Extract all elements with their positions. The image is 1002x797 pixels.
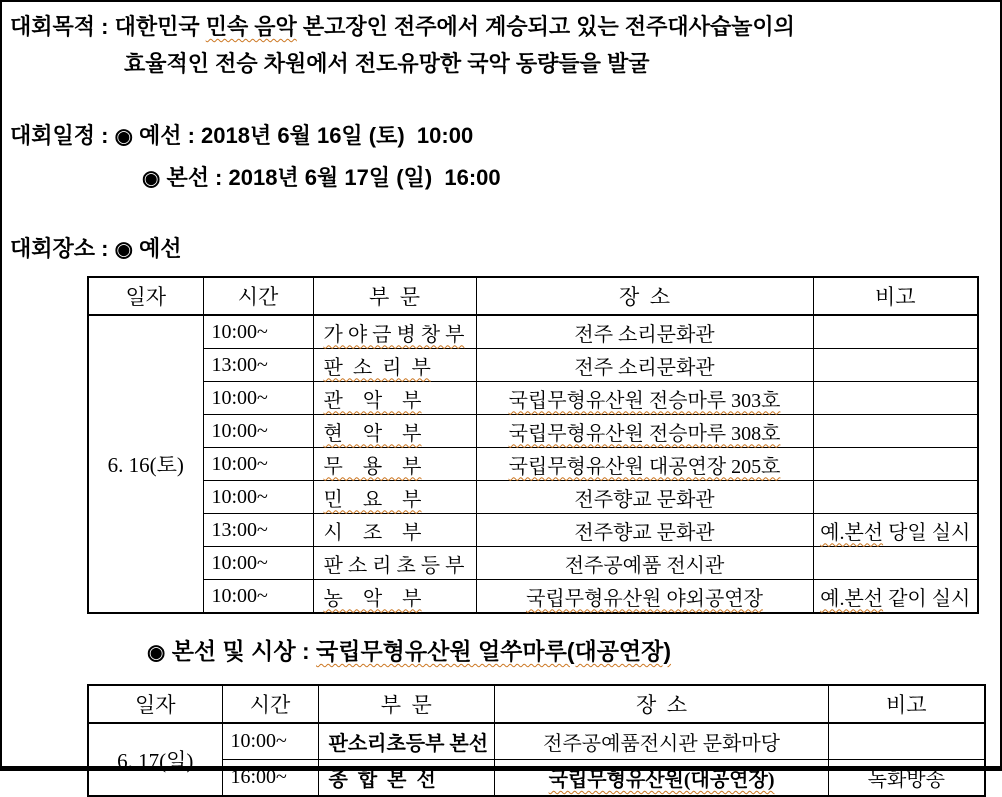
col-header-category: 부 문: [313, 277, 476, 315]
place-cell: 전주 소리문화관: [476, 349, 813, 382]
table-header-row: [88, 685, 985, 723]
time-cell: 10:00~: [203, 448, 313, 481]
note-cell: 녹화방송: [829, 760, 985, 797]
category-cell: 무 용 부: [323, 455, 422, 478]
place-cell: 전주 소리문화관: [476, 315, 813, 349]
time-cell: 10:00~: [203, 481, 313, 514]
time-cell: 13:00~: [203, 349, 313, 382]
date-cell: 6. 17(일): [88, 723, 222, 796]
purpose-label: 대회목적 :: [10, 14, 115, 39]
table-row: [88, 415, 978, 448]
note-cell-flagged: 예.본선: [820, 587, 884, 610]
venue-label: 대회장소 :: [10, 236, 115, 261]
table-row: [88, 315, 978, 349]
schedule-line-prelim: [10, 121, 1000, 152]
note-cell-rest: 같이 실시: [883, 587, 971, 610]
time-cell: 10:00~: [203, 547, 313, 580]
bullet-icon: ◉: [142, 167, 161, 190]
final-venue-prefix: 본선 및 시상 :: [165, 638, 317, 664]
table-row: [88, 514, 978, 547]
place-cell: 전주공예품 전시관: [476, 547, 813, 580]
table-row: [88, 723, 985, 760]
place-cell: 국립무형유산원 전승마루 303호: [508, 389, 781, 412]
note-cell: [813, 382, 978, 415]
time-cell: 10:00~: [203, 315, 313, 349]
table-row: [88, 349, 978, 382]
time-cell: 10:00~: [203, 580, 313, 614]
note-cell: [813, 547, 978, 580]
schedule-prelim-text: 예선 : 2018년 6월 16일 (토) 10:00: [132, 123, 474, 148]
purpose-line2: 효율적인 전승 차원에서 전도유망한 국악 동량들을 발굴: [124, 51, 650, 76]
note-cell: [813, 448, 978, 481]
place-cell: 국립무형유산원 야외공연장: [526, 587, 763, 610]
category-cell: 관 악 부: [323, 389, 422, 412]
purpose-line: [10, 12, 1000, 42]
bullet-icon: ◉: [147, 641, 166, 664]
col-header-place: 장 소: [495, 685, 829, 723]
category-cell: 판 소 리 부: [323, 356, 431, 379]
venue-prelim-text: 예선: [132, 236, 182, 261]
category-cell: 민 요 부: [323, 488, 422, 511]
bullet-icon: ◉: [114, 125, 133, 148]
place-cell: 전주향교 문화관: [476, 481, 813, 514]
purpose-text-post: 본고장인 전주에서 계승되고 있는 전주대사습놀이의: [296, 14, 795, 39]
col-header-date: 일자: [88, 277, 203, 315]
note-cell: [813, 315, 978, 349]
category-cell: 시 조 부: [313, 514, 476, 547]
note-cell: [829, 723, 985, 760]
col-header-date: 일자: [88, 685, 222, 723]
category-cell: 종 합 본 선: [318, 760, 495, 797]
time-cell: 10:00~: [203, 415, 313, 448]
category-cell: 가 야 금 병 창 부: [323, 323, 465, 346]
col-header-category: 부 문: [318, 685, 495, 723]
place-cell: 전주향교 문화관: [476, 514, 813, 547]
final-schedule-table: [87, 684, 986, 797]
venue-line: [10, 234, 1000, 265]
col-header-time: 시간: [203, 277, 313, 315]
col-header-note: 비고: [829, 685, 985, 723]
table-header-row: [88, 277, 978, 315]
purpose-text-spellcheck: 민속 음악: [205, 14, 297, 39]
note-cell: [813, 481, 978, 514]
col-header-time: 시간: [222, 685, 318, 723]
col-header-place: 장 소: [476, 277, 813, 315]
table-row: [88, 382, 978, 415]
time-cell: 10:00~: [222, 723, 318, 760]
purpose-text-pre: 대한민국: [114, 14, 206, 39]
category-cell: 판소리초등부 본선: [318, 723, 495, 760]
col-header-note: 비고: [813, 277, 978, 315]
table-row: [88, 448, 978, 481]
category-cell: 판 소 리 초 등 부: [313, 547, 476, 580]
note-cell-flagged: 예.본선: [820, 521, 884, 544]
place-cell: 국립무형유산원 대공연장 205호: [508, 455, 781, 478]
bullet-icon: ◉: [114, 238, 133, 261]
schedule-label: 대회일정 :: [10, 123, 115, 148]
time-cell: 16:00~: [222, 760, 318, 797]
place-cell: 국립무형유산원(대공연장): [548, 769, 775, 791]
table-row: [88, 481, 978, 514]
table-row: [88, 580, 978, 614]
schedule-final-text: 본선 : 2018년 6월 17일 (일) 16:00: [160, 165, 501, 190]
category-cell: 현 악 부: [323, 422, 422, 445]
table-row: [88, 760, 985, 797]
note-cell: [813, 349, 978, 382]
place-cell: 국립무형유산원 전승마루 308호: [508, 422, 781, 445]
date-cell: 6. 16(토): [88, 315, 203, 613]
final-venue-name: 국립무형유산원 얼쑤마루(대공연장): [316, 638, 672, 664]
time-cell: 10:00~: [203, 382, 313, 415]
schedule-line-final: [142, 163, 1000, 194]
place-cell: 전주공예품전시관 문화마당: [495, 723, 829, 760]
category-cell: 농 악 부: [323, 587, 422, 610]
final-venue-line: [147, 636, 1000, 668]
note-cell-rest: 당일 실시: [883, 521, 971, 544]
table-row: [88, 547, 978, 580]
time-cell: 13:00~: [203, 514, 313, 547]
note-cell: [813, 415, 978, 448]
prelim-schedule-table: [87, 276, 979, 614]
